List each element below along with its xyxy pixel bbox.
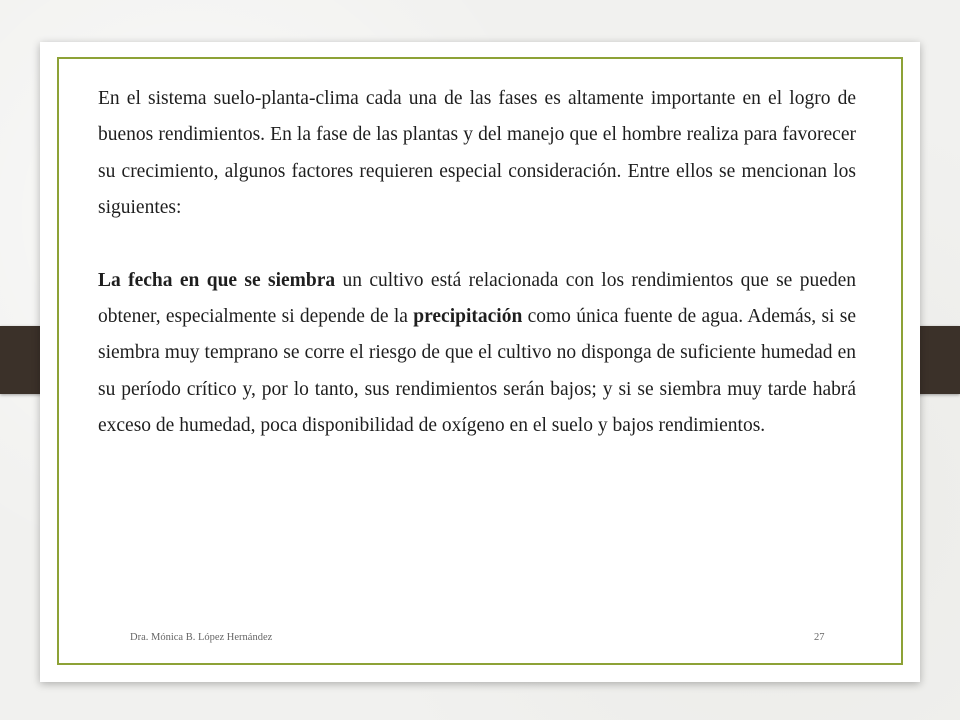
sowing-date-text-b: como única fuente de agua. Además, si se siembra muy temprano se corre el riesgo de que el cultivo no disponga de suficiente humedad en su período crítico y, por lo tanto, sus rendimientos serán bajos; y si se siembra muy tarde habrá exceso de humedad, poca disponibilidad de oxígeno en el suelo y bajos rendimientos. — [98, 306, 856, 437]
page-number: 27 — [814, 632, 825, 643]
sowing-date-text-a: un cultivo está relacionada con los rendimientos que se pueden obtener, especialmente si depende de la — [98, 269, 857, 328]
sowing-date-paragraph — [98, 263, 856, 445]
slide-content — [98, 81, 856, 445]
footer-author: Dra. Mónica B. López Hernández — [130, 632, 273, 643]
precipitation-term: precipitación — [413, 306, 523, 328]
intro-paragraph: En el sistema suelo-planta-clima cada una de las fases es altamente importante en el logro de buenos rendimientos. En la fase de las plantas y del manejo que el hombre realiza para favorecer su crecimiento, algunos factores requieren especial consideración. Entre ellos se mencionan los siguientes: — [98, 88, 856, 219]
sowing-date-lead: La fecha en que se siembra — [98, 269, 336, 291]
